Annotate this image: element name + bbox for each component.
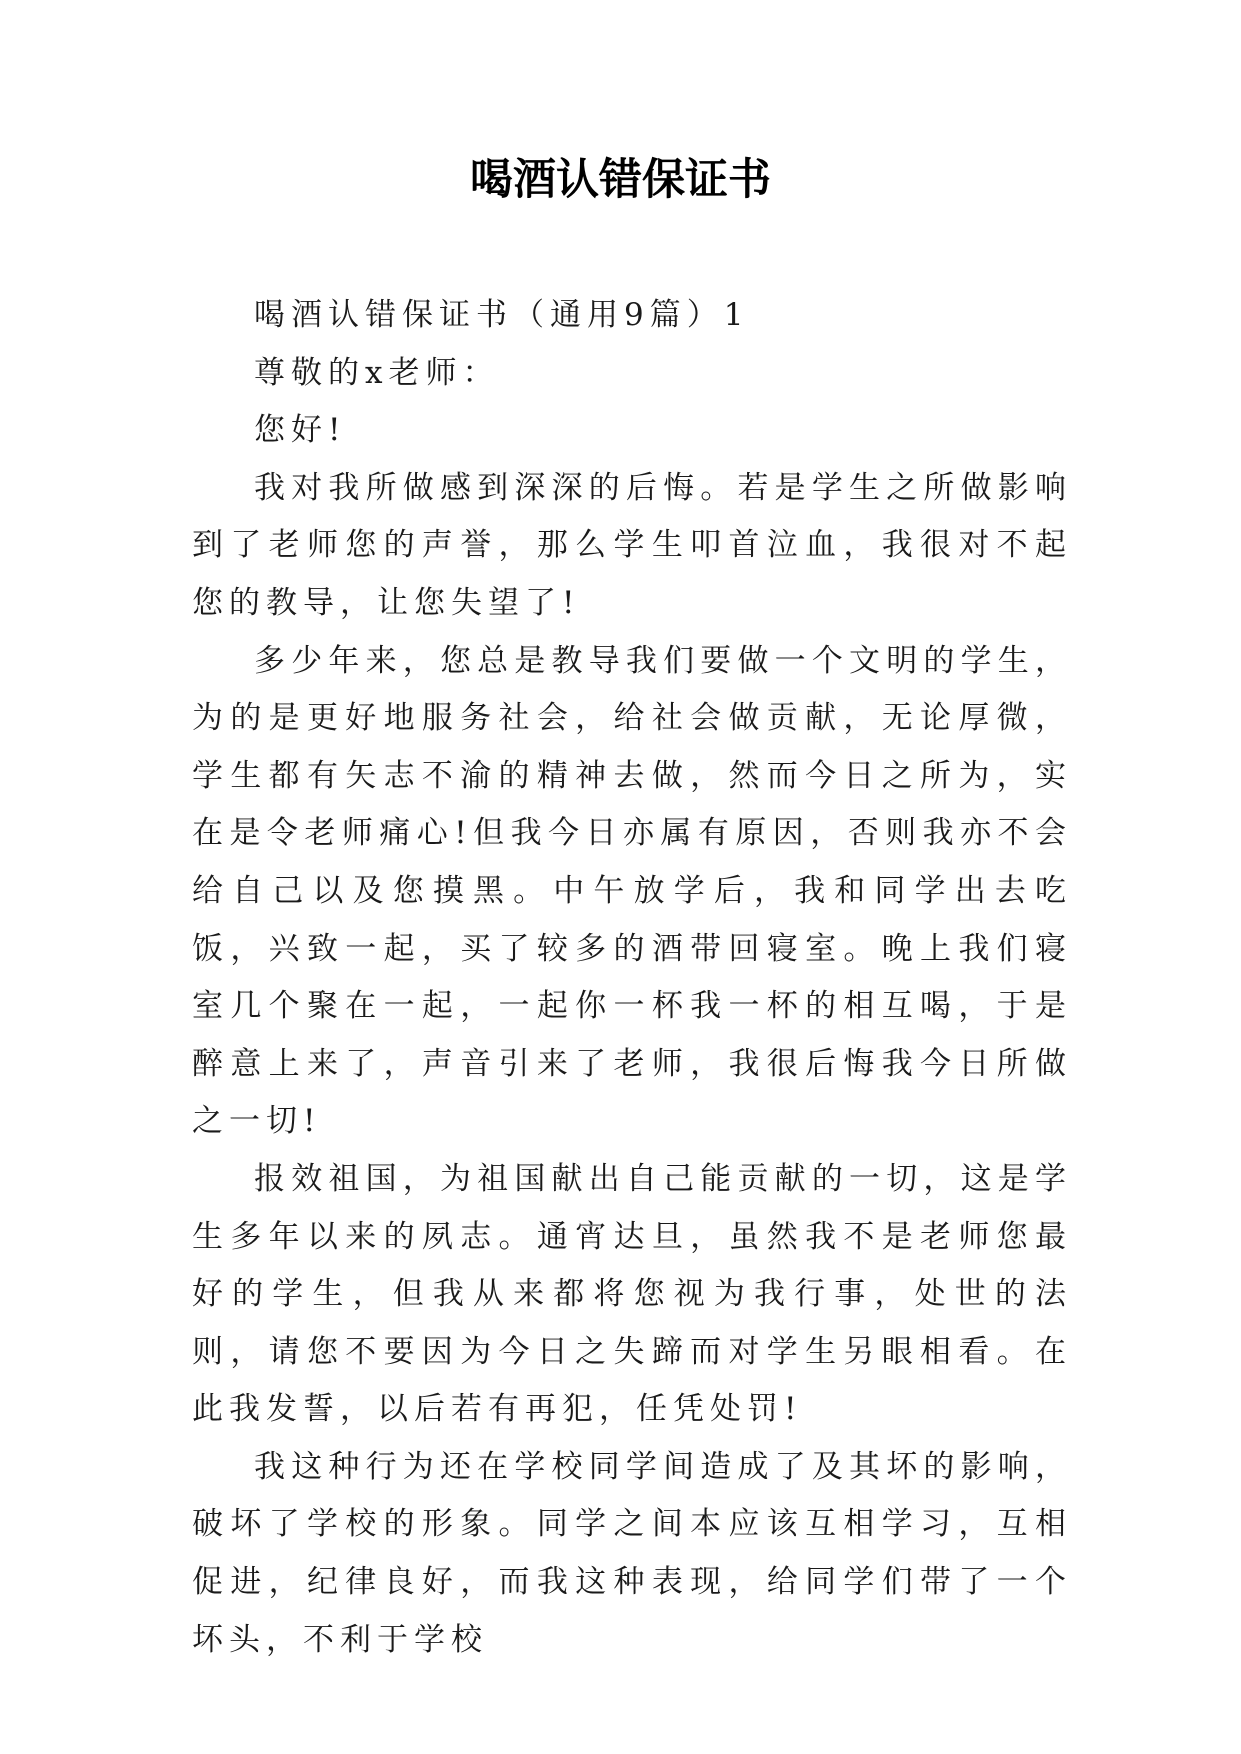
document-body [192,287,1072,1669]
paragraph-salutation: 尊敬的x老师： [254,354,500,391]
paragraph: 报效祖国，为祖国献出自己能贡献的一切，这是学生多年以来的夙志。通宵达旦，虽然我不是老师您最好的学生，但我从来都将您视为我行事，处世的法则，请您不要因为今日之失蹄而对学生另眼相看。在此我发誓，以后若有再犯，任凭处罚! [192,1160,1072,1428]
paragraph: 我对我所做感到深深的后悔。若是学生之所做影响到了老师您的声誉，那么学生叩首泣血，我很对不起您的教导，让您失望了! [192,469,1072,621]
paragraph: 我这种行为还在学校同学间造成了及其坏的影响，破坏了学校的形象。同学之间本应该互相学习，互相促进，纪律良好，而我这种表现，给同学们带了一个坏头，不利于学校 [192,1448,1072,1658]
paragraph-greeting: 您好! [254,412,347,449]
paragraph-heading: 喝酒认错保证书（通用9篇）1 [254,297,750,333]
paragraph: 多少年来，您总是教导我们要做一个文明的学生，为的是更好地服务社会，给社会做贡献，无论厚微，学生都有矢志不渝的精神去做，然而今日之所为，实在是令老师痛心!但我今日亦属有原因，否则我亦不会给自己以及您摸黑。中午放学后，我和同学出去吃饭，兴致一起，买了较多的酒带回寝室。晚上我们寝室几个聚在一起，一起你一杯我一杯的相互喝，于是醉意上来了，声音引来了老师，我很后悔我今日所做之一切! [192,642,1072,1140]
document-title: 喝酒认错保证书 [470,155,771,205]
